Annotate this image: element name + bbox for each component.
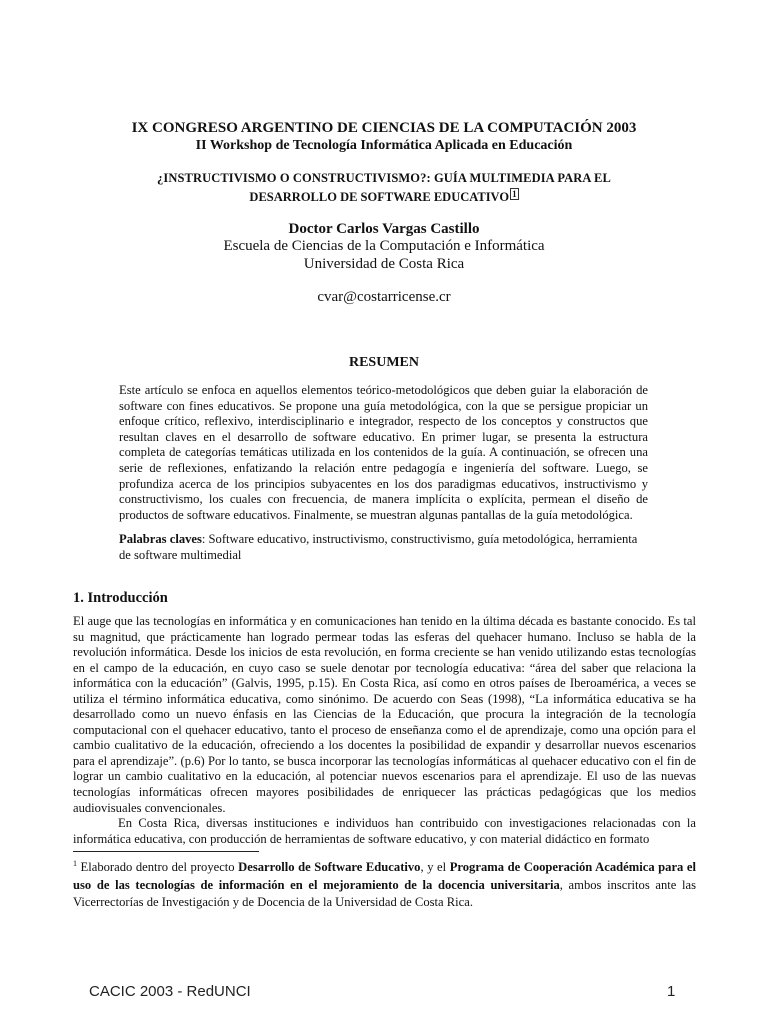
footer-conference: CACIC 2003 - RedUNCI [89, 983, 251, 1000]
abstract-text: Este artículo se enfoca en aquellos elementos teórico-metodológicos que deben guiar la elaboración de software con fines educativos. Se propone una guía metodológica, con la que se persigue propiciar un enfoque crítico, reflexivo, interdisciplinario e integrador, respecto de los conceptos y constructos que resultan claves en el desarrollo de software educativo. En primer lugar, se presenta la estructura completa de categorías temáticas utilizada en los contenidos de la guía. A continuación, se ofrecen una serie de reflexiones, enfatizando la relación entre pedagogía e ingeniería del software. Luego, se profundiza acerca de los principios subyacentes en los dos paradigmas educativos, instructivismo y constructivismo, los cuales con frecuencia, de manera implícita o explícita, permean el diseño de productos de software educativos. Finalmente, se muestran algunas pantallas de la guía metodológica. [119, 383, 648, 522]
footnote-program-name: Programa de Cooperación Académica para el uso de las tecnologías de información en el mejoramiento de la docencia universitaria [73, 860, 697, 892]
abstract-heading: RESUMEN [348, 355, 419, 370]
author-school: Escuela de Ciencias de la Computación e Informática [223, 238, 545, 254]
author-name: Doctor Carlos Vargas Castillo [288, 221, 480, 237]
paper-title-line-2-text: DESARROLLO DE SOFTWARE EDUCATIVO [249, 190, 510, 204]
keywords-label: Palabras claves [119, 532, 202, 546]
author-university: Universidad de Costa Rica [303, 256, 465, 272]
conference-title: IX CONGRESO ARGENTINO DE CIENCIAS DE LA COMPUTACIÓN 2003 [131, 120, 637, 136]
footnote-project-name: Desarrollo de Software Educativo [238, 860, 421, 874]
footnote-text-3: , ambos inscritos ante las Vicerrectorías de Investigación y de Docencia de la Universidad de Costa Rica. [73, 877, 697, 909]
paper-title-line-1: ¿INSTRUCTIVISMO O CONSTRUCTIVISMO?: GUÍA MULTIMEDIA PARA EL [157, 171, 611, 185]
author-email[interactable]: cvar@costarricense.cr [317, 289, 451, 305]
intro-paragraph-2: En Costa Rica, diversas instituciones e individuos han contribuido con investigaciones relacionadas con la informática educativa, con producción de herramientas de software educativo, y con material didáctico en formato [73, 816, 696, 846]
paper-title-line-2 [0, 188, 768, 205]
page-number: 1 [667, 983, 676, 1000]
intro-paragraph-1: El auge que las tecnologías en informática y en comunicaciones han tenido en la última década es bastante conocido. Es tal su magnitud, que prácticamente han logrado permear todas las esferas del quehacer humano. Incluso se habla de la revolución informática. Desde los inicios de esta revolución, en forma creciente se han venido utilizando estas tecnologías en el campo de la educación, en cuyo caso se suele denotar por tecnología educativa: “área del saber que relaciona la informática con la educación” (Galvis, 1995, p.15). En Costa Rica, así como en otros países de Iberoamérica, a veces se utiliza el término informática educativa, como sinónimo. De acuerdo con Seas (1998), “La informática educativa se ha desarrollado como un nuevo énfasis en las Ciencias de la Educación, que procura la integración de la tecnología computacional con el quehacer educativo, tanto el proceso de enseñanza como el de aprendizaje, como una opción para el cambio cualitativo de la educación, ofreciendo a los docentes la posibilidad de expandir y desarrollar nuevos escenarios para el aprendizaje”. (p.6) Por lo tanto, se busca incorporar las tecnologías informáticas al quehacer educativo con el fin de lograr un cambio cualitativo en la educación, al potenciar nuevos escenarios para el aprendizaje. El uso de las nuevas tecnologías informáticas ofrecen mayores posibilidades de enriquecer las prácticas pedagógicas que los medios audiovisuales convencionales. [73, 614, 696, 815]
footnote-text-1: Elaborado dentro del proyecto [77, 860, 239, 874]
section-heading-introduction: 1. Introducción [73, 590, 168, 606]
footnote-text-2: , y el [420, 860, 450, 874]
footnote-divider [73, 851, 259, 852]
workshop-title: II Workshop de Tecnología Informática Aplicada en Educación [195, 138, 573, 153]
keywords [119, 532, 648, 563]
footnote-number: 1 [73, 859, 77, 868]
title-footnote-marker[interactable]: 1 [512, 189, 517, 199]
footnote [73, 855, 696, 912]
keywords-text: : Software educativo, instructivismo, constructivismo, guía metodológica, herramienta de software multimedial [119, 532, 638, 562]
